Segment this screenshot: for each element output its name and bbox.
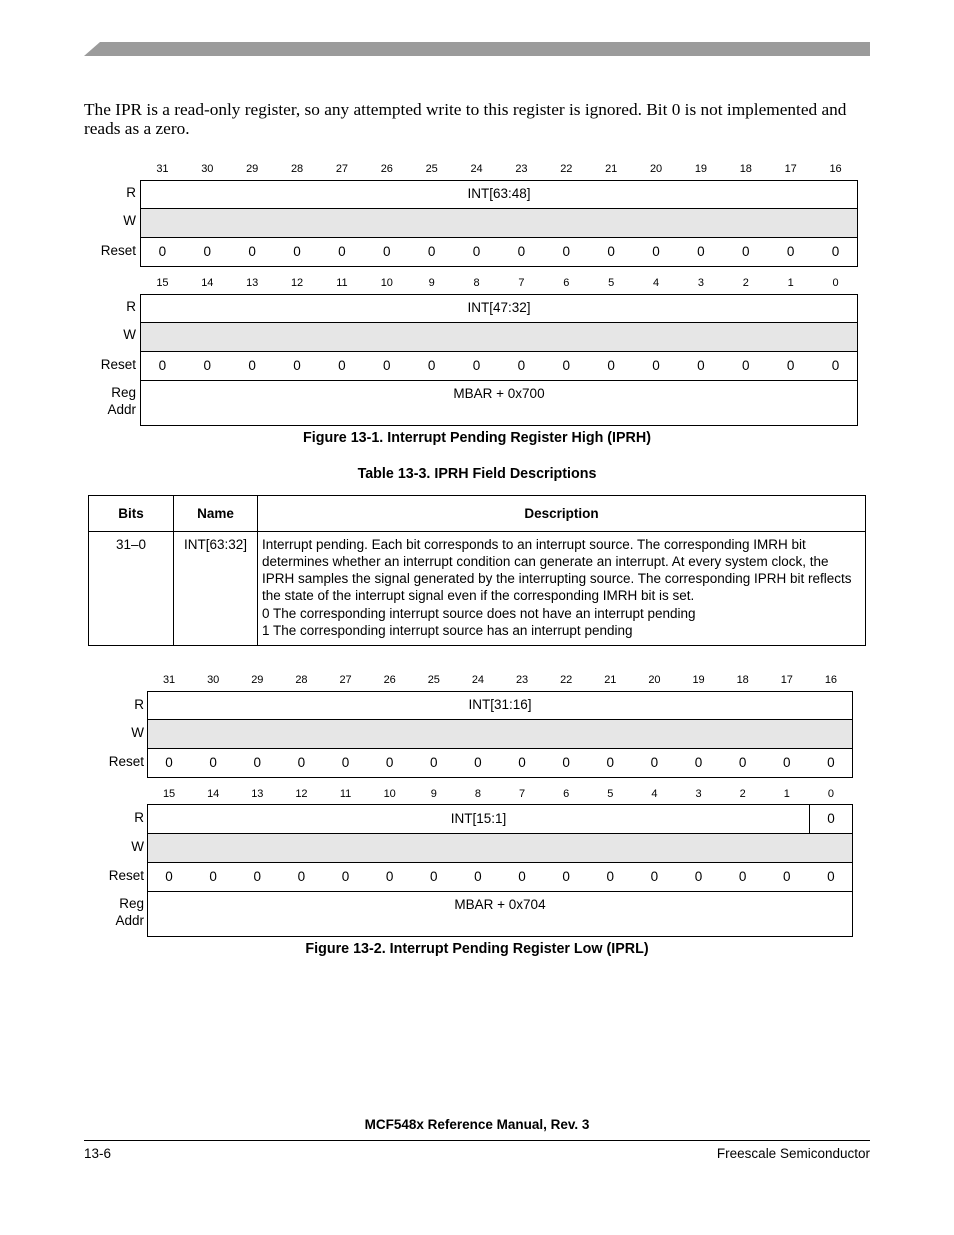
cell-bits: 31–0 — [89, 532, 174, 646]
iprl-reg-label: Reg — [119, 896, 144, 911]
reset-value: 0 — [606, 869, 615, 884]
bit-number: 8 — [474, 788, 481, 800]
bit-number: 23 — [515, 163, 528, 175]
bit-number: 27 — [339, 674, 352, 686]
iprh-read-field-low — [140, 294, 858, 323]
description-item-0: 0 The corresponding interrupt source does not have an interrupt pending — [262, 606, 696, 621]
reset-value: 0 — [518, 869, 526, 884]
iprh-reset-row-low — [140, 351, 858, 381]
bit-number: 6 — [563, 788, 570, 800]
bit-number: 27 — [335, 163, 349, 175]
intro-paragraph: The IPR is a read-only register, so any attempted write to this register is ignored. Bit 0 is not implemented and reads as a zero. — [84, 100, 847, 138]
bit-number: 20 — [648, 674, 661, 686]
reset-value: 0 — [203, 358, 212, 373]
bit-number: 23 — [515, 674, 529, 686]
iprh-field-name-low: INT[47:32] — [467, 300, 531, 315]
description-item-1: 1 The corresponding interrupt source has an interrupt pending — [262, 623, 633, 638]
reset-value: 0 — [827, 755, 835, 770]
iprl-addr-label: Addr — [115, 913, 144, 928]
reset-value: 0 — [738, 755, 747, 770]
header-bar — [84, 42, 870, 56]
reset-value: 0 — [562, 869, 570, 884]
iprh-reset-row-high — [140, 237, 858, 267]
bit-number: 7 — [518, 277, 525, 289]
table-title: Table 13-3. IPRH Field Descriptions — [357, 466, 597, 482]
reset-value: 0 — [474, 755, 482, 770]
reset-value: 0 — [697, 358, 705, 373]
cell-description — [258, 532, 866, 646]
reset-value: 0 — [297, 755, 306, 770]
reset-value: 0 — [474, 869, 482, 884]
bit-number: 2 — [742, 277, 749, 289]
iprl-reset-label-low: Reset — [108, 868, 144, 883]
iprl-r-label-low: R — [134, 810, 144, 825]
bit-number: 19 — [694, 163, 708, 175]
bit-number: 18 — [739, 163, 752, 175]
reset-value: 0 — [472, 358, 481, 373]
reset-value: 0 — [472, 244, 481, 259]
bit-number: 0 — [827, 788, 834, 800]
reset-value: 0 — [209, 755, 217, 770]
bit-number: 15 — [162, 788, 176, 800]
bit-number: 18 — [736, 674, 749, 686]
bit-number: 16 — [829, 163, 842, 175]
bit-number: 22 — [560, 674, 573, 686]
bit-number: 28 — [295, 674, 308, 686]
bit-number: 25 — [425, 163, 438, 175]
reset-value: 0 — [430, 755, 438, 770]
reset-value: 0 — [341, 869, 350, 884]
iprl-w-label-low: W — [131, 839, 144, 854]
reset-value: 0 — [427, 358, 436, 373]
bit-number: 31 — [156, 163, 169, 175]
bit-number: 29 — [251, 674, 264, 686]
iprl-bit-numbers-high — [147, 674, 853, 688]
bit-number: 2 — [739, 788, 746, 800]
reset-value: 0 — [786, 244, 795, 259]
bit-number: 17 — [784, 163, 797, 175]
header-description: Description — [258, 496, 866, 532]
bit-number: 8 — [473, 277, 480, 289]
bit-number: 1 — [787, 277, 794, 289]
table-header-row — [89, 496, 866, 532]
iprl-figure-caption: Figure 13-2. Interrupt Pending Register Low (IPRL) — [305, 941, 649, 957]
bit-number: 25 — [427, 674, 440, 686]
iprl-write-row-low — [147, 833, 853, 863]
reset-value: 0 — [607, 244, 615, 259]
bit-number: 9 — [430, 788, 437, 800]
reset-value: 0 — [562, 755, 570, 770]
bit-number: 14 — [201, 277, 214, 289]
bit-number: 28 — [290, 163, 304, 175]
iprh-field-name-high: INT[63:48] — [467, 186, 531, 201]
reset-value: 0 — [253, 869, 262, 884]
iprh-w-label-high: W — [123, 213, 136, 228]
iprh-r-label-low: R — [126, 299, 136, 314]
bit-number: 13 — [246, 277, 259, 289]
reset-value: 0 — [383, 358, 391, 373]
reset-value: 0 — [827, 869, 835, 884]
company-name: Freescale Semiconductor — [716, 1146, 870, 1161]
iprl-field-name-low: INT[15:1] — [450, 811, 507, 826]
iprl-write-row-high — [147, 719, 853, 749]
bit-number: 15 — [156, 277, 169, 289]
bit-number: 20 — [649, 163, 663, 175]
reset-value: 0 — [293, 358, 301, 373]
iprl-reset-row-low — [147, 862, 853, 892]
bit-number: 24 — [471, 674, 485, 686]
reset-value: 0 — [297, 869, 306, 884]
iprh-bit-numbers-low — [140, 277, 858, 291]
iprh-figure-caption: Figure 13-1. Interrupt Pending Register High (IPRH) — [303, 430, 651, 446]
reset-value: 0 — [385, 755, 394, 770]
header-bits: Bits — [89, 496, 174, 532]
bit-number: 3 — [695, 788, 702, 800]
bit-number: 9 — [428, 277, 435, 289]
reset-value: 0 — [430, 869, 438, 884]
bit-number: 24 — [470, 163, 483, 175]
header-bar-fill — [100, 42, 870, 56]
reset-value: 0 — [518, 755, 526, 770]
bit-number: 5 — [608, 277, 615, 289]
reset-value: 0 — [427, 244, 436, 259]
reset-value: 0 — [650, 755, 659, 770]
bit-number: 31 — [162, 674, 176, 686]
iprh-w-label-low: W — [123, 327, 136, 342]
iprl-bit0-cell — [809, 804, 853, 834]
description-text: Interrupt pending. Each bit corresponds to an interrupt source. The corresponding IMRH bit determines whether an interrupt condition can generate an interrupt. At every system clock, the IPRH samples the signal generated by the interrupting source. The corresponding IPRH bit reflects the state of the interrupt signal even if the corresponding IMRH bit is set. — [262, 537, 852, 603]
reset-value: 0 — [742, 358, 750, 373]
footer-rule — [84, 1140, 870, 1141]
iprl-field-name-high: INT[31:16] — [468, 697, 532, 712]
reset-value: 0 — [694, 869, 703, 884]
reset-value: 0 — [338, 358, 346, 373]
iprl-read-field-low — [147, 804, 810, 834]
bit-number: 26 — [383, 674, 396, 686]
bit-number: 21 — [604, 674, 617, 686]
reset-value: 0 — [786, 358, 795, 373]
iprh-reg-label: Reg — [111, 385, 136, 400]
bit-number: 5 — [607, 788, 614, 800]
reset-value: 0 — [517, 244, 526, 259]
footer-title: MCF548x Reference Manual, Rev. 3 — [364, 1117, 590, 1132]
iprl-w-label-high: W — [131, 725, 144, 740]
bit-number: 4 — [651, 788, 658, 800]
bit-number: 10 — [380, 277, 393, 289]
iprh-write-row-high — [140, 208, 858, 238]
reset-value: 0 — [607, 358, 615, 373]
reset-value: 0 — [165, 755, 173, 770]
page-number: 13-6 — [84, 1146, 112, 1161]
reset-value: 0 — [203, 244, 212, 259]
reset-value: 0 — [783, 869, 791, 884]
reset-value: 0 — [341, 755, 350, 770]
reset-value: 0 — [562, 358, 571, 373]
reset-value: 0 — [831, 358, 840, 373]
reset-value: 0 — [562, 244, 571, 259]
header-bar-wedge — [84, 42, 100, 56]
iprl-address-cell — [147, 891, 853, 937]
reset-value: 0 — [158, 358, 167, 373]
iprh-address: MBAR + 0x700 — [453, 386, 545, 401]
reset-value: 0 — [694, 755, 703, 770]
iprl-reset-row-high — [147, 748, 853, 778]
bit-number: 6 — [563, 277, 570, 289]
reset-value: 0 — [831, 244, 840, 259]
bit-number: 3 — [697, 277, 704, 289]
bit-number: 12 — [290, 277, 304, 289]
iprh-addr-label: Addr — [107, 402, 136, 417]
reset-value: 0 — [248, 358, 256, 373]
bit-number: 12 — [295, 788, 308, 800]
iprl-bit-numbers-low — [147, 788, 853, 802]
bit-number: 26 — [380, 163, 393, 175]
iprl-r-label-high: R — [134, 697, 144, 712]
bit-number: 1 — [783, 788, 790, 800]
reset-value: 0 — [652, 244, 660, 259]
iprh-address-cell — [140, 380, 858, 426]
iprl-address: MBAR + 0x704 — [454, 897, 546, 912]
bit-number: 30 — [207, 674, 220, 686]
reset-value: 0 — [697, 244, 705, 259]
table-row — [89, 532, 866, 646]
reset-value: 0 — [650, 869, 659, 884]
reset-value: 0 — [165, 869, 173, 884]
reset-value: 0 — [158, 244, 167, 259]
iprl-reset-label-high: Reset — [108, 754, 144, 769]
bit-number: 14 — [207, 788, 220, 800]
bit-number: 11 — [336, 277, 348, 289]
cell-name: INT[63:32] — [174, 532, 258, 646]
reset-value: 0 — [783, 755, 791, 770]
reset-value: 0 — [606, 755, 615, 770]
iprh-bit-numbers-high — [140, 163, 858, 177]
bit-number: 4 — [653, 277, 660, 289]
field-description-table — [88, 495, 866, 646]
reset-value: 0 — [338, 244, 346, 259]
reset-value: 0 — [248, 244, 256, 259]
iprh-reset-label-low: Reset — [100, 357, 136, 372]
bit-number: 30 — [201, 163, 214, 175]
bit-number: 17 — [780, 674, 793, 686]
bit-number: 29 — [246, 163, 259, 175]
iprh-r-label-high: R — [126, 185, 136, 200]
reset-value: 0 — [742, 244, 750, 259]
bit-number: 19 — [692, 674, 705, 686]
reset-value: 0 — [209, 869, 217, 884]
bit-number: 22 — [560, 163, 573, 175]
iprh-reset-label-high: Reset — [100, 243, 136, 258]
iprl-read-field-high — [147, 691, 853, 720]
header-name: Name — [174, 496, 258, 532]
bit-number: 21 — [605, 163, 618, 175]
reset-value: 0 — [385, 869, 394, 884]
reset-value: 0 — [517, 358, 526, 373]
reset-value: 0 — [738, 869, 747, 884]
bit-number: 10 — [383, 788, 396, 800]
reset-value: 0 — [253, 755, 262, 770]
iprh-read-field-high — [140, 180, 858, 209]
iprh-write-row-low — [140, 322, 858, 352]
bit-number: 11 — [339, 788, 352, 800]
reset-value: 0 — [383, 244, 391, 259]
reset-value: 0 — [652, 358, 660, 373]
bit-number: 7 — [519, 788, 526, 800]
bit-number: 16 — [824, 674, 838, 686]
reset-value: 0 — [293, 244, 301, 259]
bit-number: 0 — [832, 277, 839, 289]
iprl-bit0-value: 0 — [827, 811, 835, 826]
bit-number: 13 — [251, 788, 264, 800]
